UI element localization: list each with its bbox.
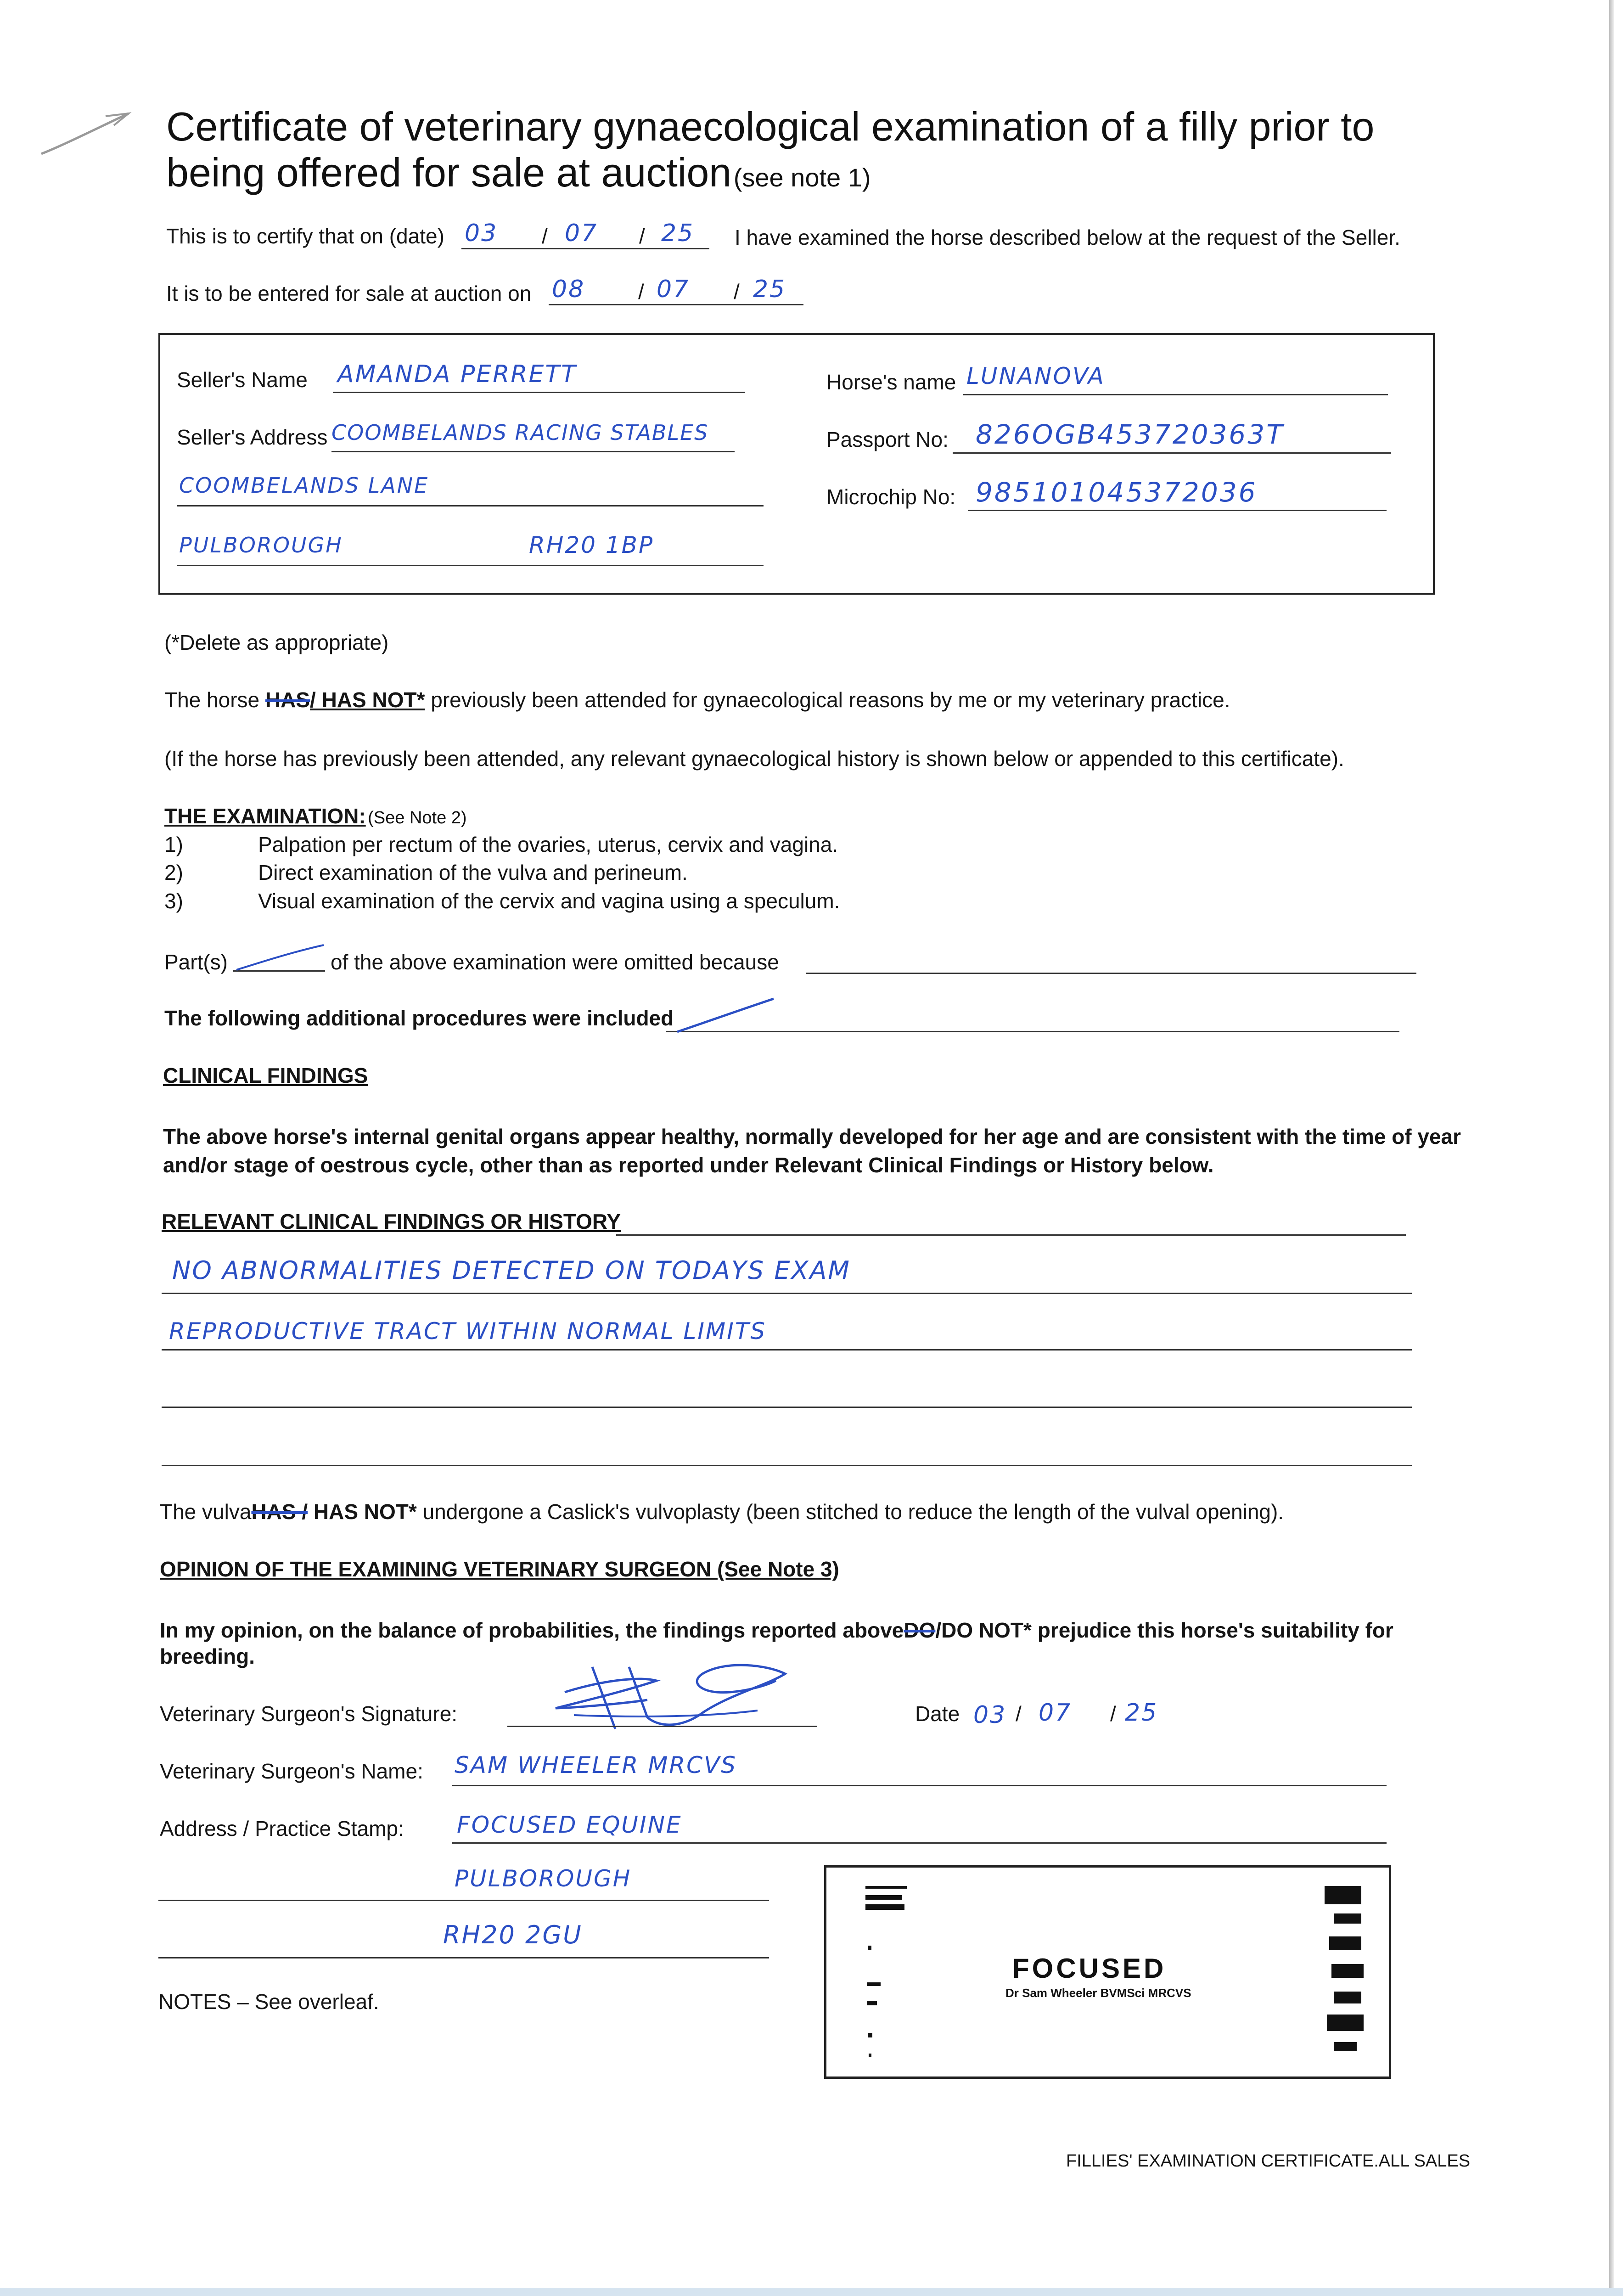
surgeon-signature (510, 1649, 794, 1736)
stamp-left-noise (863, 1881, 918, 2065)
certify-date-line (461, 248, 709, 249)
vulva-has: HAS / (251, 1500, 308, 1524)
opinion-line-2: breeding. (160, 1644, 255, 1668)
vulva-line (160, 1499, 1284, 1524)
seller-address-line-3-rule (177, 565, 764, 566)
exam-heading-row (164, 804, 467, 828)
clinical-statement-2: and/or stage of oestrous cycle, other than as reported under Relevant Clinical Findings or History below. (163, 1153, 1214, 1177)
attended-prefix: The horse (164, 688, 260, 712)
date-label: Date (915, 1702, 960, 1726)
attended-line (164, 687, 1230, 712)
page-bottom-edge (0, 2288, 1623, 2296)
certify-day: 03 (465, 219, 498, 247)
title-line-2-main: being offered for sale at auction (166, 150, 732, 195)
certify-year: 25 (661, 219, 695, 247)
vulva-prefix: The vulva (160, 1500, 252, 1524)
parts-reason-line (806, 973, 1416, 974)
stamp-vet: Dr Sam Wheeler BVMSci MRCVS (1005, 1986, 1191, 2000)
relevant-line-2: REPRODUCTIVE TRACT WITHIN NORMAL LIMITS (169, 1318, 767, 1345)
exam-item-3-num: 3) (164, 889, 183, 913)
surgeon-date-slash-2: / (1110, 1702, 1116, 1726)
sale-prefix: It is to be entered for sale at auction on (166, 281, 532, 305)
attended-has: HAS (265, 688, 310, 712)
exam-heading: THE EXAMINATION: (164, 804, 366, 828)
opinion-heading: OPINION OF THE EXAMINING VETERINARY SURGEON (See Note 3) (160, 1557, 839, 1581)
opinion-line-1-b: /DO NOT* prejudice this horse's suitability for (935, 1618, 1393, 1642)
vulva-suffix: undergone a Caslick's vulvoplasty (been stitched to reduce the length of the vulval opening). (422, 1500, 1284, 1524)
passport-number: 826OGB453720363T (976, 419, 1285, 450)
seller-address-line-1: COOMBELANDS RACING STABLES (331, 420, 709, 445)
surgeon-date-year: 25 (1125, 1699, 1158, 1727)
seller-address-label: Seller's Address (177, 425, 328, 449)
seller-name: AMANDA PERRETT (337, 360, 577, 388)
title-line-2 (166, 149, 871, 196)
relevant-rule-3 (162, 1407, 1412, 1408)
surgeon-date-slash-1: / (1016, 1702, 1022, 1726)
history-note: (If the horse has previously been attended, any relevant gynaecological history is shown below or appended to this certificate). (164, 747, 1344, 771)
stamp-right-noise (1315, 1881, 1370, 2065)
additional-label: The following additional procedures were included (164, 1006, 674, 1030)
sale-slash-2: / (734, 280, 740, 304)
passport-label: Passport No: (826, 428, 949, 451)
page-right-edge (1609, 0, 1614, 2296)
practice-stamp (824, 1865, 1391, 2079)
microchip-number: 985101045372036 (976, 477, 1258, 508)
seller-address-line-1-rule (331, 451, 735, 452)
stamp-logo: FOCUSED (1012, 1953, 1167, 1984)
exam-item-2-text: Direct examination of the vulva and perineum. (258, 861, 688, 884)
exam-item-1-text: Palpation per rectum of the ovaries, uterus, cervix and vagina. (258, 833, 838, 856)
certify-suffix: I have examined the horse described below at the request of the Seller. (735, 225, 1400, 249)
surgeon-address-rule-3 (158, 1957, 769, 1958)
clinical-statement-1: The above horse's internal genital organs appear healthy, normally developed for her age and are consistent with the time of year (163, 1125, 1461, 1148)
notes-label: NOTES – See overleaf. (158, 1990, 379, 2014)
relevant-rule-4 (162, 1465, 1412, 1466)
relevant-heading: RELEVANT CLINICAL FINDINGS OR HISTORY (162, 1210, 621, 1233)
sale-date-line (549, 304, 803, 305)
certify-month: 07 (565, 219, 598, 247)
signature-line (507, 1726, 817, 1727)
opinion-do: DO (904, 1618, 936, 1642)
form-id: FILLIES' EXAMINATION CERTIFICATE.ALL SALES (1066, 2151, 1471, 2171)
exam-item-3-text: Visual examination of the cervix and vagina using a speculum. (258, 889, 840, 913)
surgeon-date-month: 07 (1039, 1699, 1072, 1727)
sale-day: 08 (552, 276, 585, 303)
relevant-rule-2 (162, 1349, 1412, 1351)
sale-slash-1: / (638, 280, 644, 304)
sale-month: 07 (657, 276, 690, 303)
address-stamp-label: Address / Practice Stamp: (160, 1817, 404, 1840)
certify-slash-2: / (639, 224, 645, 248)
title-line-1: Certificate of veterinary gynaecological examination of a filly prior to (166, 104, 1375, 149)
title-note: (see note 1) (733, 163, 871, 192)
vulva-hasnot: HAS NOT* (313, 1500, 417, 1524)
surgeon-address-line-2: PULBOROUGH (455, 1865, 632, 1892)
surgeon-address-line-1: FOCUSED EQUINE (457, 1812, 682, 1838)
microchip-line (968, 510, 1387, 511)
parts-label: Part(s) (164, 950, 228, 974)
seller-address-line-2-rule (177, 505, 764, 506)
sale-year: 25 (753, 276, 786, 303)
surgeon-date-day: 03 (973, 1701, 1007, 1729)
exam-item-2-num: 2) (164, 861, 183, 884)
relevant-line-1: NO ABNORMALITIES DETECTED ON TODAYS EXAM (172, 1256, 851, 1285)
surgeon-address-line-3: RH20 2GU (443, 1920, 583, 1949)
exam-note: (See Note 2) (368, 808, 467, 827)
pen-mark (37, 103, 138, 163)
horse-name-label: Horse's name (826, 370, 956, 394)
certify-prefix: This is to certify that on (date) (166, 224, 444, 248)
horse-name: LUNANOVA (966, 363, 1105, 389)
attended-suffix: previously been attended for gynaecological reasons by me or my veterinary practice. (431, 688, 1230, 712)
attended-hasnot: / HAS NOT* (310, 688, 425, 712)
additional-slash-mark (675, 994, 776, 1035)
opinion-line-1 (160, 1618, 1393, 1643)
surgeon-address-rule-2 (158, 1900, 769, 1901)
signature-label: Veterinary Surgeon's Signature: (160, 1702, 458, 1726)
parts-slash-mark (234, 941, 326, 974)
opinion-line-1-a: In my opinion, on the balance of probabilities, the findings reported above (160, 1618, 904, 1642)
seller-postcode: RH20 1BP (529, 532, 654, 558)
surgeon-name-line (452, 1785, 1387, 1786)
surgeon-address-rule-1 (452, 1842, 1387, 1844)
surgeon-name-label: Veterinary Surgeon's Name: (160, 1759, 423, 1783)
seller-name-label: Seller's Name (177, 368, 308, 392)
relevant-heading-line (616, 1234, 1406, 1236)
certify-slash-1: / (542, 224, 548, 248)
seller-address-line-3: PULBOROUGH (179, 533, 343, 557)
horse-name-line (963, 394, 1388, 395)
exam-item-1-num: 1) (164, 833, 183, 856)
surgeon-name: SAM WHEELER MRCVS (455, 1752, 737, 1778)
passport-line (953, 452, 1391, 454)
relevant-rule-1 (162, 1293, 1412, 1294)
delete-note: (*Delete as appropriate) (164, 630, 389, 654)
parts-suffix: of the above examination were omitted because (331, 950, 779, 974)
seller-address-line-2: COOMBELANDS LANE (179, 473, 429, 498)
microchip-label: Microchip No: (826, 485, 956, 509)
seller-name-line (333, 392, 745, 393)
clinical-heading: CLINICAL FINDINGS (163, 1064, 368, 1087)
